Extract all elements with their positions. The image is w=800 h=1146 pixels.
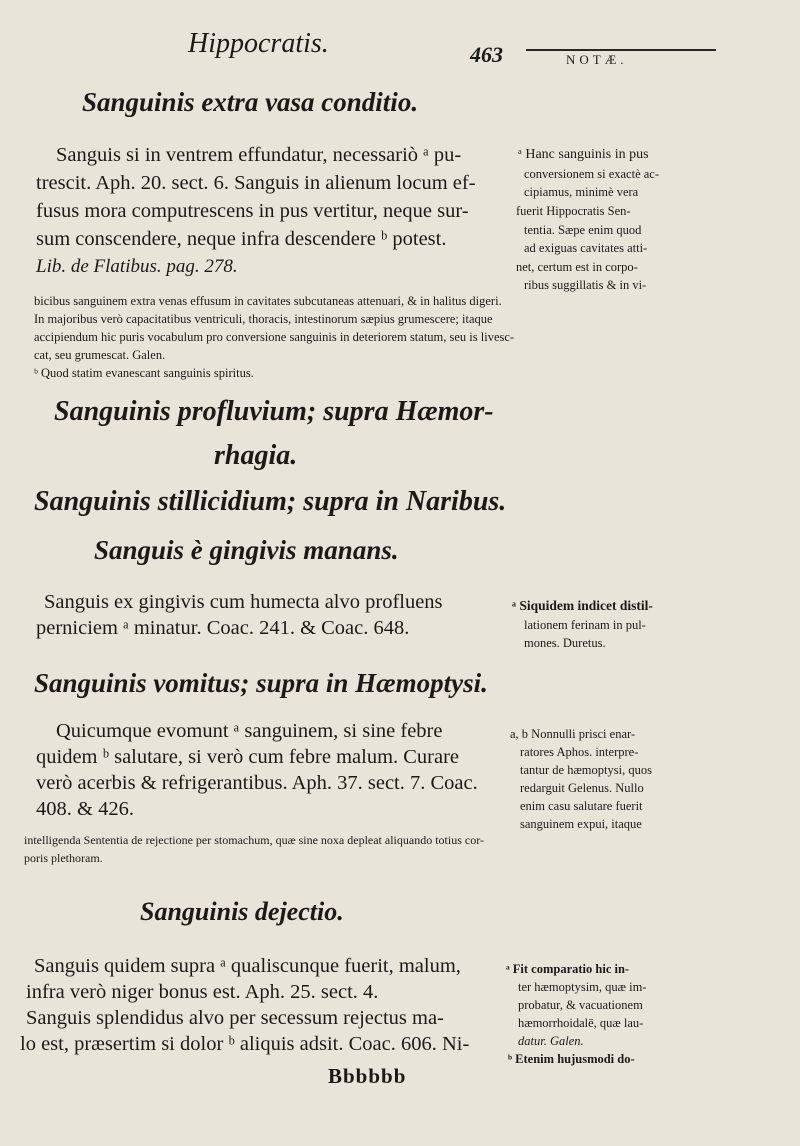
footnote-line: ᵇ Quod statim evanescant sanguinis spiritus. [34,366,254,380]
section-heading: Sanguis è gingivis manans. [94,535,399,565]
side-note-line: ᵃ Fit comparatio hic in- [506,962,630,976]
footnote-line: accipiendum hic puris vocabulum pro conversione sanguinis in deteriorem statum, seu is livesc- [34,330,515,344]
side-note-line: mones. Duretus. [524,636,606,650]
cross-reference-heading: Sanguinis stillicidium; supra in Naribus. [34,486,507,517]
side-note-line: ᵃ Hanc sanguinis in pus [518,147,649,162]
footnote-line: poris plethoram. [24,851,103,865]
cross-reference-heading: Sanguinis profluvium; supra Hæmor- [54,396,494,427]
main-text-line: 408. & 426. [36,798,134,820]
main-text-line: Sanguis si in ventrem effundatur, necessariò ᵃ pu- [56,144,462,166]
header-rule [526,49,716,51]
side-note-line: ad exiguas cavitates atti- [524,241,648,255]
side-note-line: ribus suggillatis & in vi- [524,278,647,292]
section-heading: Sanguinis extra vasa conditio. [82,87,419,117]
main-text-line: sum conscendere, neque infra descendere ᵇ potest. [36,228,447,250]
side-note-line: tantur de hæmoptysi, quos [520,763,652,777]
main-text-line: infra verò niger bonus est. Aph. 25. sect. 4. [26,981,379,1003]
main-text-line: verò acerbis & refrigerantibus. Aph. 37. sect. 7. Coac. [36,772,478,794]
side-note-line: a, b Nonnulli prisci enar- [510,727,636,741]
section-heading: Sanguinis vomitus; supra in Hæmoptysi. [34,668,488,698]
side-note-line: conversionem si exactè ac- [524,167,660,181]
footnote-line: intelligenda Sententia de rejectione per stomachum, quæ sine noxa depleat aliquando totius cor- [24,833,484,847]
side-note-line: ᵃ Siquidem indicet distil- [512,598,653,613]
side-note-line: sanguinem expui, itaque [520,817,642,831]
running-title: Hippocratis. [188,28,329,59]
main-text-line: Lib. de Flatibus. pag. 278. [36,256,238,277]
side-note-line: redarguit Gelenus. Nullo [520,781,644,795]
side-note-line: datur. Galen. [518,1034,584,1048]
notes-label: NOTÆ. [566,52,628,67]
side-note-line: ratores Aphos. interpre- [520,745,639,759]
main-text-line: Quicumque evomunt ᵃ sanguinem, si sine febre [56,720,443,742]
side-note-line: probatur, & vacuationem [518,998,643,1012]
signature-mark: Bbbbbb [328,1064,407,1088]
side-note-line: fuerit Hippocratis Sen- [516,204,631,218]
main-text-line: quidem ᵇ salutare, si verò cum febre malum. Curare [36,746,460,768]
main-text-line: fusus mora computrescens in pus vertitur, neque sur- [36,200,469,222]
footnote-line: In majoribus verò capacitatibus ventriculi, thoracis, intestinorum sæpius grumescere; itaque [34,312,493,326]
main-text-line: trescit. Aph. 20. sect. 6. Sanguis in alienum locum ef- [36,172,476,194]
side-note-line: tentia. Sæpe enim quod [524,223,642,237]
main-text-line: perniciem ᵃ minatur. Coac. 241. & Coac. 648. [36,617,410,639]
side-note-line: ᵇ Etenim hujusmodi do- [508,1052,635,1066]
main-text-line: lo est, præsertim si dolor ᵇ aliquis adsit. Coac. 606. Ni- [20,1033,470,1055]
cross-reference-heading: rhagia. [214,440,298,471]
footnote-line: cat, seu grumescat. Galen. [34,348,166,362]
side-note-line: cipiamus, minimè vera [524,185,639,199]
side-note-line: ter hæmoptysim, quæ im- [518,980,647,994]
side-note-line: lationem ferinam in pul- [524,618,646,632]
section-heading: Sanguinis dejectio. [140,897,344,926]
side-note-line: net, certum est in corpo- [516,260,638,274]
main-text-line: Sanguis splendidus alvo per secessum rejectus ma- [26,1007,444,1029]
side-note-line: hæmorrhoidalē, quæ lau- [518,1016,644,1030]
main-text-line: Sanguis ex gingivis cum humecta alvo profluens [44,591,443,613]
footnote-line: bicibus sanguinem extra venas effusum in cavitates subcutaneas attenuari, & in halitus digeri. [34,294,502,308]
page-number: 463 [470,42,503,67]
main-text-line: Sanguis quidem supra ᵃ qualiscunque fuerit, malum, [34,955,461,977]
side-note-line: enim casu salutare fuerit [520,799,643,813]
